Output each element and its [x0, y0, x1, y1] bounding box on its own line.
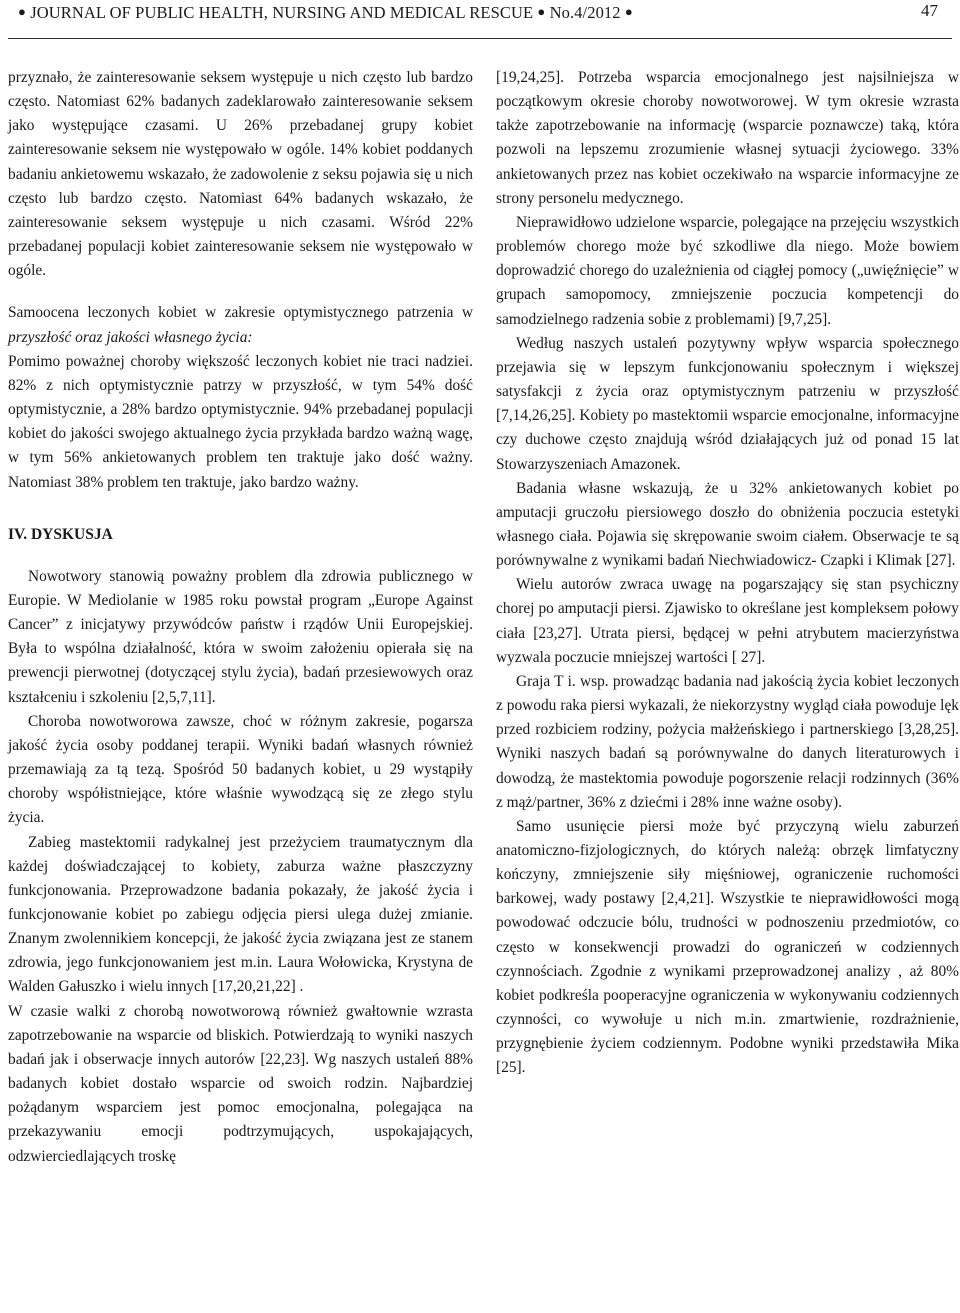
paragraph: Nieprawidłowo udzielone wsparcie, polegające na przejęciu wszystkich problemów chorego może być szkodliwe dla niego. Może bowiem doprowadzić chorego do uzależnienia od ciągłej pomocy („uwięźnięcie” w grupach samopomocy, zmniejszenie poczucia kompetencji do samodzielnego radzenia sobie z problemami) [9,7,25].	[496, 213, 959, 328]
issue-number: No.4/2012	[549, 3, 621, 22]
paragraph: W czasie walki z chorobą nowotworową również gwałtownie wzrasta zapotrzebowanie na wsparcie od bliskich. Potwierdzają to wyniki naszych badań jak i obserwacje innych autorów [22,23]. Wg naszych ustaleń 88% badanych kobiet dostało wsparcie od swoich rodzin. Najbardziej pożądanym wsparciem jest pomoc emocjonalna, polegająca na przekazywaniu emocji podtrzymujących, uspokajających, odzwierciedlających troskę	[8, 1002, 473, 1165]
paragraph: Choroba nowotworowa zawsze, choć w różnym zakresie, pogarsza jakość życia osoby poddanej terapii. Wyniki badań własnych również przemawiają za tą tezą. Spośród 50 badanych kobiet, u 29 wystąpiły choroby współistniejące, które właśnie wywodzącą się ze złego stylu życia.	[8, 712, 473, 827]
paragraph: przyznało, że zainteresowanie seksem występuje u nich często lub bardzo często. Natomiast 62% badanych zadeklarowało zainteresowanie seksem jako występujące czasami. U 26% przebadanej grupy kobiet zainteresowanie seksem nie występowało w ogóle. 14% kobiet poddanych badaniu ankietowemu wskazało, że zadowolenie z seksu pojawia się u nich często lub bardzo często. Natomiast 64% badanych wskazało, że zainteresowanie seksem występuje u nich czasami. Wśród 22% przebadanej populacji kobiet zainteresowanie seksem nie występowało w ogóle.	[8, 69, 473, 280]
subsection-heading-italic: przyszłość oraz jakości własnego życia:	[8, 328, 253, 346]
paragraph: Według naszych ustaleń pozytywny wpływ wsparcia społecznego przejawia się w lepszym funkcjonowaniu społecznym i większej satysfakcji z życia oraz optymistycznym patrzeniu w przyszłość [7,14,26,25]. Kobiety po mastektomii wsparcie emocjonalne, informacyjne czy duchowe często znajdują wśród działających już od ponad 15 lat Stowarzyszeniach Amazonek.	[496, 334, 959, 473]
right-column	[496, 66, 959, 1081]
journal-name: JOURNAL OF PUBLIC HEALTH, NURSING AND MEDICAL RESCUE	[30, 3, 534, 22]
subsection-heading-text: Samoocena leczonych kobiet w zakresie optymistycznego patrzenia w	[8, 304, 473, 322]
header-rule	[8, 38, 952, 39]
paragraph: Wielu autorów zwraca uwagę na pogarszający się stan psychiczny chorej po amputacji piersi. Zjawisko to określane jest kompleksem połowy ciała [23,27]. Utrata piersi, będącej w pełni atrybutem macierzyństwa wyzwala poczucie mniejszej wartości [ 27].	[496, 576, 959, 666]
bullet-dot-icon: ●	[624, 4, 633, 19]
paragraph: Zabieg mastektomii radykalnej jest przeżyciem traumatycznym dla każdej doświadczającej to kobiety, zaburza ważne płaszczyzny funkcjonowania. Przeprowadzone badania pokazały, że jakość życia i funkcjonowanie kobiet po zabiegu odjęcia piersi ulega dużej zmianie. Znanym zwolennikiem koncepcji, że jakość życia związana jest ze stanem zdrowia, jego funkcjonowaniem jest m.in. Laura Wołowicka, Krystyna de Walden Gałuszko i wielu innych [17,20,21,22] .	[8, 833, 473, 996]
bullet-dot-icon: ●	[18, 4, 26, 19]
subsection-heading	[8, 301, 473, 349]
paragraph: Graja T i. wsp. prowadząc badania nad jakością życia kobiet leczonych z powodu raka piersi wykazali, że niekorzystny wygląd ciała powoduje lęk przed rozbiciem rodziny, pożycia małżeńskiego i partnerskiego [3,28,25]. Wyniki naszych badań są porównywalne do danych literaturowych i dowodzą, że mastektomia powoduje pogorszenie relacji rodzinnych (36% z mąż/partner, 36% z dziećmi i 28% inne ważne osoby).	[496, 672, 959, 811]
page-header	[0, 0, 960, 40]
bullet-dot-icon: ●	[537, 4, 546, 19]
page-number: 47	[921, 1, 938, 20]
paragraph: Samo usunięcie piersi może być przyczyną wielu zaburzeń anatomiczno-fizjologicznych, do których należą: obrzęk limfatyczny kończyny, zmniejszenie siły mięśniowej, ograniczenie ruchomości barkowej, wady postawy [2,4,21]. Wszystkie te nieprawidłowości mogą powodować odczucie bólu, trudności w podnoszeniu przedmiotów, co często w konsekwencji prowadzi do ograniczeń w codziennych czynnościach. Zgodnie z wynikami przeprowadzonej analizy , aż 80% kobiet podkreśla pooperacyjne ograniczenia w wykonywaniu codziennych czynności, co wywołuje u nich m.in. zmartwienie, rozdrażnienie, przygnębienie życiem codziennym. Podobne wyniki przedstawiła Mika [25].	[496, 817, 959, 1077]
paragraph: [19,24,25]. Potrzeba wsparcia emocjonalnego jest najsilniejsza w początkowym okresie choroby nowotworowej. W tym okresie wzrasta także zapotrzebowanie na informację (wsparcie poznawcze) taką, która pozwoli na lepszemu zrozumienie własnej sytuacji życiowego. 33% ankietowanych przez nas kobiet oczekiwało na wsparcie informacyjne ze strony personelu medycznego.	[496, 69, 959, 207]
paragraph: Badania własne wskazują, że u 32% ankietowanych kobiet po amputacji gruczołu piersiowego doszło do obniżenia poczucia estetyki własnego ciała. Pojawia się skrępowanie swoim ciałem. Obserwacje te są porównywalne z wynikami badań Niechwiadowicz- Czapki i Klimak [27].	[496, 479, 959, 570]
section-heading: IV. DYSKUSJA	[8, 525, 113, 543]
paragraph: Pomimo poważnej choroby większość leczonych kobiet nie traci nadziei. 82% z nich optymistycznie patrzy w przyszłość, w tym 54% dość optymistycznie, a 28% bardzo optymistycznie. 94% przebadanej populacji kobiet do jakości swojego aktualnego życia przykłada bardzo ważną wagę, w tym 56% ankietowanych problem ten traktuje jako dość ważny. Natomiast 38% problem ten traktuje, jako bardzo ważny.	[8, 352, 473, 491]
running-header	[18, 3, 838, 23]
paragraph: Nowotwory stanowią poważny problem dla zdrowia publicznego w Europie. W Mediolanie w 1985 roku powstał program „Europe Against Cancer” z inicjatywy przywódców państw i rządów Unii Europejskiej. Była to wspólna działalność, która w swoim założeniu opierała się na prewencji pierwotnej (dotyczącej stylu życia), badań przesiewowych oraz kształceniu i szkoleniu [2,5,7,11].	[8, 567, 473, 706]
left-column	[8, 66, 473, 1169]
